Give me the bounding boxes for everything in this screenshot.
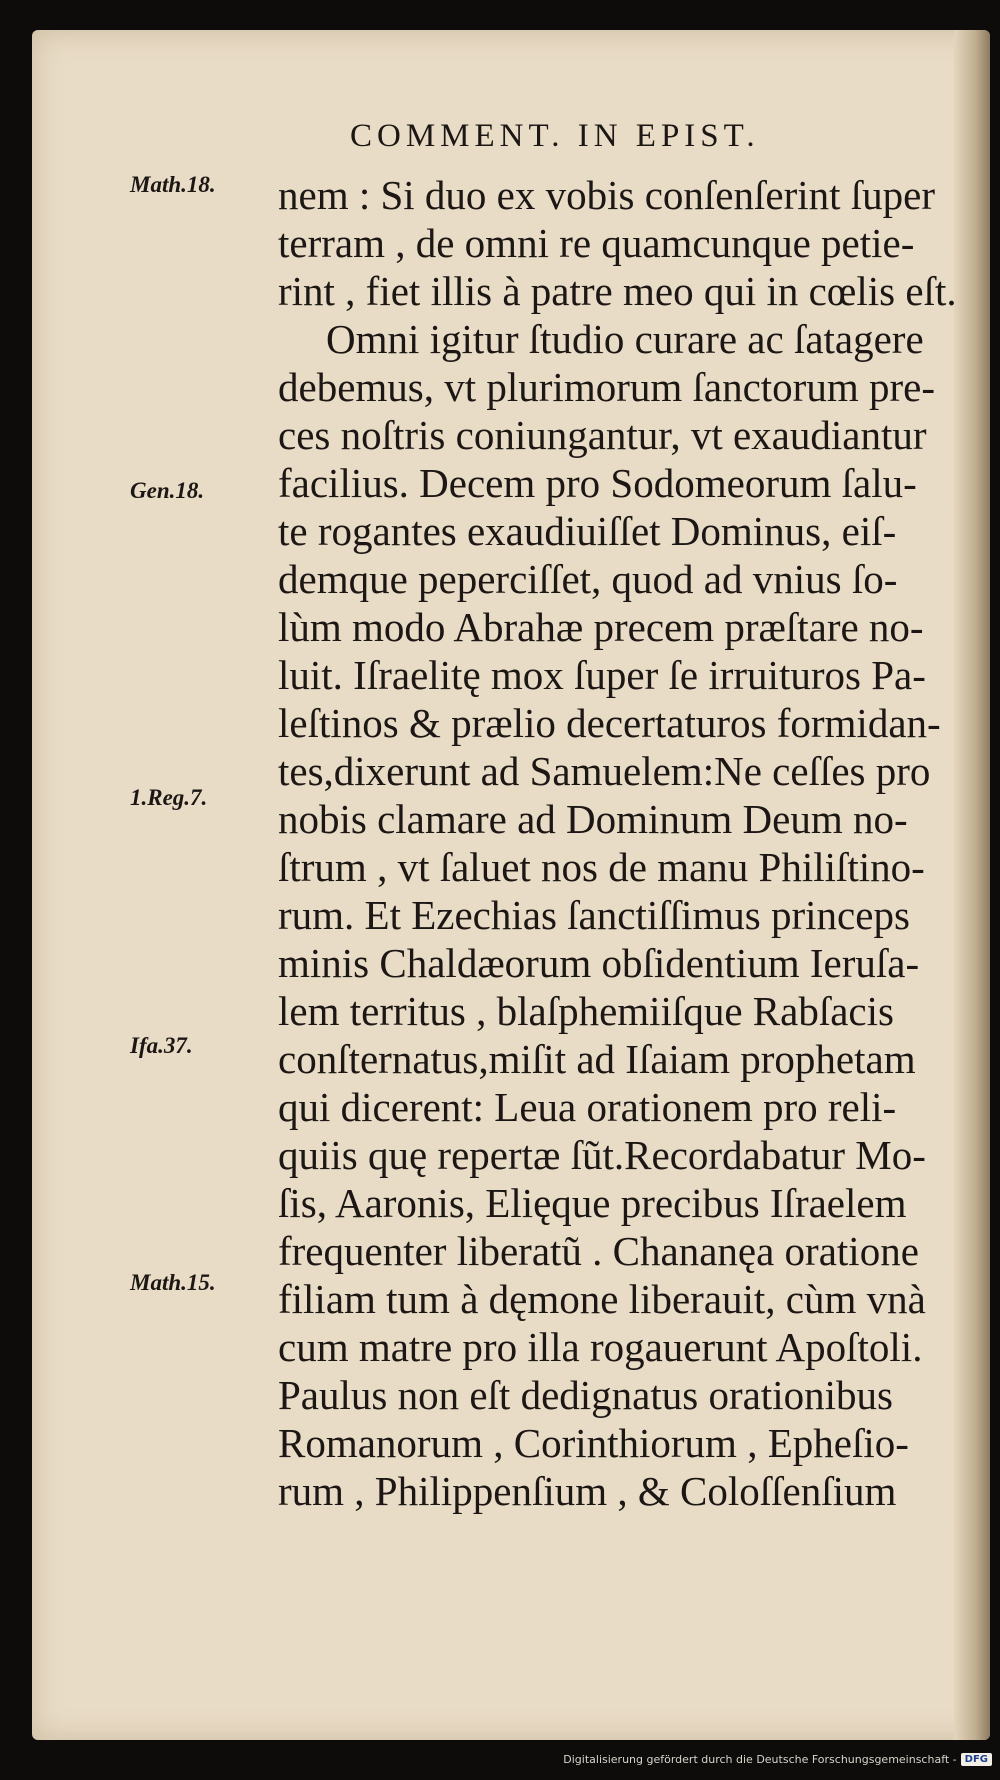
text-line: lùm modo Abrahæ precem præſtare no- [278,604,924,650]
text-line: Omni igitur ſtudio curare ac ſatagere [326,316,924,362]
text-line: leſtinos & prælio decertaturos formidan- [278,700,941,746]
text-line: cum matre pro illa rogauerunt Apoſtoli. [278,1324,923,1370]
margin-reference: Ifa.37. [130,1033,193,1058]
text-line: demque peperciſſet, quod ad vnius ſo- [278,556,898,602]
text-line: debemus, vt plurimorum ſanctorum pre- [278,364,935,410]
text-line: Paulus non eſt dedignatus orationibus [278,1372,893,1418]
text-line: rum , Philippenſium , & Coloſſenſium [278,1468,897,1514]
text-line: frequenter liberatũ . Chananęa oratione [278,1228,919,1274]
funding-credit-text: Digitalisierung gefördert durch die Deutsche Forschungsgemeinschaft - [563,1753,957,1766]
text-line: filiam tum à dęmone liberauit, cùm vnà [278,1276,926,1322]
text-line: ces noſtris coniungantur, vt exaudiantur [278,412,927,458]
text-line: rum. Et Ezechias ſanctiſſimus princeps [278,892,910,938]
margin-reference: Gen.18. [130,478,205,503]
text-line: tes,dixerunt ad Samuelem:Ne ceſſes pro [278,748,931,794]
text-line: te rogantes exaudiuiſſet Dominus, eiſ- [278,508,897,554]
text-line: ſis, Aaronis, Elięque precibus Iſraelem [278,1180,907,1226]
text-line: conſternatus,miſit ad Iſaiam prophetam [278,1036,916,1082]
text-line: terram , de omni re quamcunque petie- [278,220,915,266]
text-line: facilius. Decem pro Sodomeorum ſalu- [278,460,917,506]
margin-reference: Math.18. [130,172,216,197]
text-line: nem : Si duo ex vobis conſenſerint ſuper [278,172,936,218]
text-line: qui dicerent: Leua orationem pro reli- [278,1084,897,1130]
text-line: nobis clamare ad Dominum Deum no- [278,796,908,842]
text-line: Romanorum , Corinthiorum , Epheſio- [278,1420,909,1466]
margin-reference: Math.15. [130,1270,216,1295]
funding-credit [563,1753,992,1766]
text-line: rint , fiet illis à patre meo qui in cœlis eſt. [278,268,957,314]
text-line: lem territus , blaſphemiiſque Rabſacis [278,988,894,1034]
dfg-logo: DFG [961,1753,992,1766]
text-line: quiis quę repertæ ſũt.Recordabatur Mo- [278,1132,926,1178]
margin-reference: 1.Reg.7. [130,785,208,810]
text-line: ſtrum , vt ſaluet nos de manu Philiſtino- [278,844,925,890]
running-header: COMMENT. IN EPIST. [350,118,760,154]
text-line: minis Chaldæorum obſidentium Ieruſa- [278,940,920,986]
text-line: luit. Iſraelitę mox ſuper ſe irruituros Pa- [278,652,926,698]
